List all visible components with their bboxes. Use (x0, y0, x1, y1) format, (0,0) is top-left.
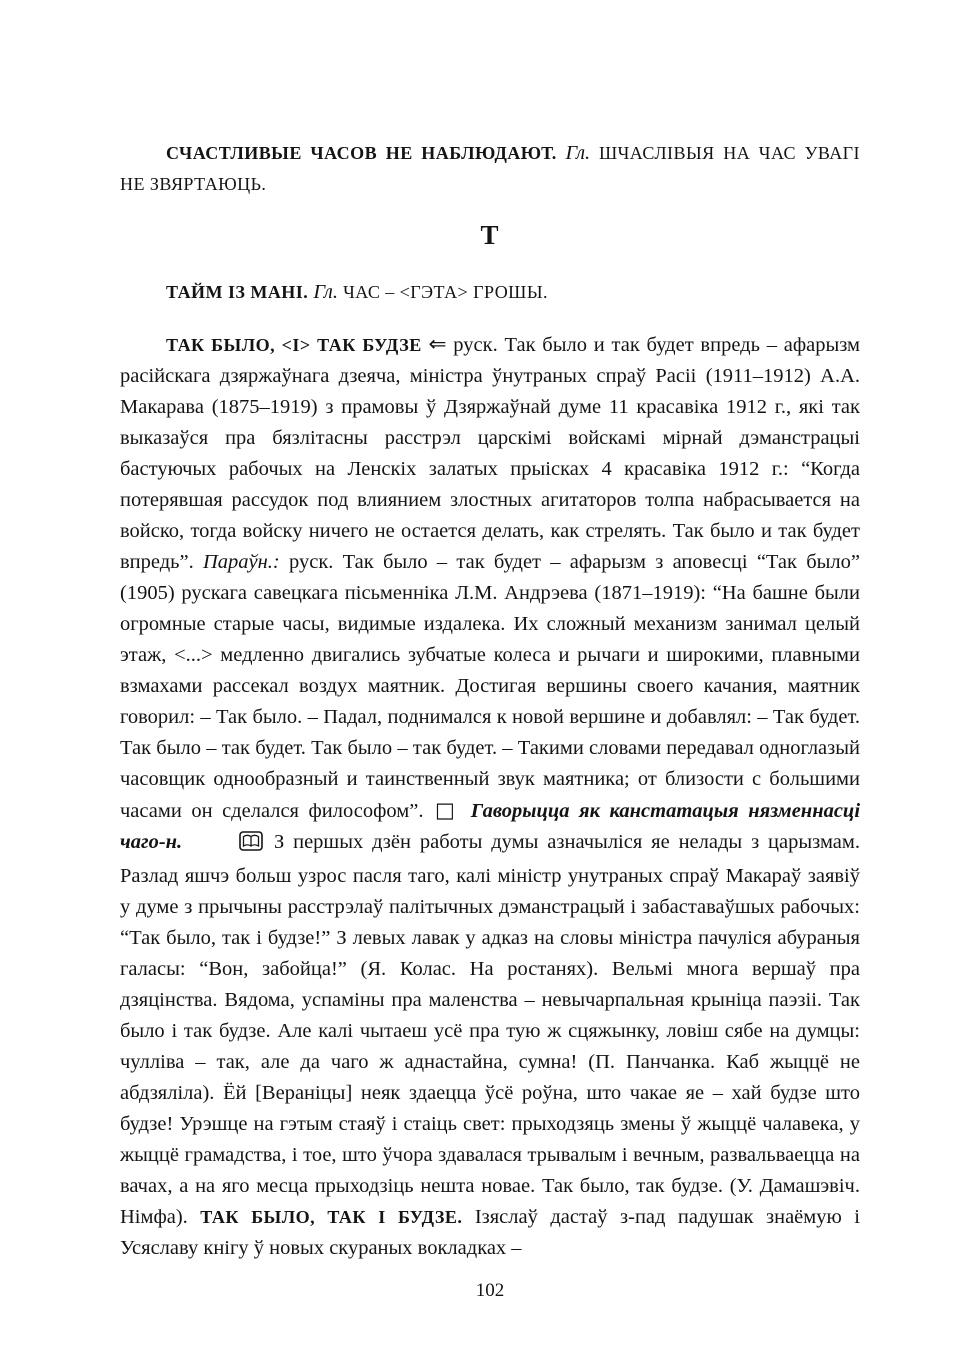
entry-headword: ТАК БЫЛО, <І> ТАК БУДЗЕ (166, 335, 422, 355)
crossref-taim-iz-mani (120, 277, 860, 308)
section-letter-t: Т (480, 220, 500, 250)
compare-label: Параўн.: (202, 551, 280, 573)
entry-citations-text: З першых дзён работы думы азначыліся яе нелады з царызмам. Разлад яшчэ больш узрос пасля таго, калі міністр унутраных спраў Макараў заявіў у думе з прычыны расстрэлаў палітычных дэманстрацый і забаставаўшых рабочых: “Так было, так і будзе!” З левых лавак у адказ на словы міністра пачуліся абураныя галасы: “Вон, забойца!” (Я. Колас. На ростанях). Вельмі многа вершаў пра дзяцінства. Вядома, успаміны пра маленства – невычарпальная крыніца паэзіі. Так было і так будзе. Але калі чытаеш усё пра тую ж сцяжынку, ловіш сябе на думцы: чулліва – так, але да чаго ж аднастайна, сумна! (П. Панчанка. Каб жыццё не абдзяліла). Ёй [Вераніцы] неяк здаецца ўсё роўна, што чакае яе – хай будзе што будзе! Урэшце на гэтым стаяў і стаіць свет: прыходзяць змены ў жыццё чалавека, у жыццё грамадства, і тое, што ўчора здавалася трывалым і вечным, развальваецца на вачах, а на яго месца прыходзіць нешта новае. Так было, так будзе. (У. Дамашэвіч. Німфа). (120, 831, 860, 1228)
usage-note: Гаворыцца як канстатацыя нязменнасці чаго-н. (120, 800, 861, 853)
compare-text: руск. Так было – так будет – афарызм з аповесці “Так было” (1905) рускага савецкага пісьменніка Л.М. Андрэева (1871–1919): “На башне были огромные старые часы, видимые издалека. Их сложный механизм занимал целый этаж, <...> медленно двигались зубчатые колеса и рычаги и широкими, плавными взмахами рассекал воздух маятник. Достигая вершины своего качания, маятник говорил: – Так было. – Падал, поднимался к новой вершине и добавлял: – Так будет. Так было – так будет. Так было – так будет. – Такими словами передавал одноглазый часовщик однообразный и таинственный звук маятника; от близости с большими часами он сделался философом”. (120, 551, 861, 822)
see-also-label: Гл. (313, 281, 338, 303)
origin-arrow-icon: ⇐ (428, 332, 447, 357)
crossref-schastlivye-chasov (120, 138, 860, 200)
see-also-label: Гл. (565, 142, 591, 164)
page-number: 102 (475, 1280, 505, 1301)
crossref-target: ШЧАСЛІВЫЯ НА ЧАС УВАГІ НЕ ЗВЯРТАЮЦЬ. (120, 143, 861, 194)
white-square-icon: □ (435, 798, 460, 822)
dictionary-entry-tak-bylo (120, 329, 860, 1264)
entry-variant-text: Ізяслаў дастаў з-пад падушак знаёмую і Усяславу кнігу ў новых скураных вокладках – (120, 1206, 860, 1259)
crossref-headword: ТАЙМ ІЗ МАНІ. (166, 282, 309, 302)
crossref-headword: СЧАСТЛИВЫЕ ЧАСОВ НЕ НАБЛЮДАЮТ. (166, 143, 557, 163)
entry-etymology-text: руск. Так было и так будет впредь – афарызм расійскага дзяржаўнага дзеяча, міністра ўнутраных спраў Расіі (1911–1912) А.А. Макарава (1875–1919) з прамовы ў Дзяржаўнай думе 11 красавіка 1912 г., які так выказаўся пра бязлітасны расстрэл царскімі войскамі мірнай дэманстрацыі бастуючых рабочых на Ленскіх залатых прыісках 4 красавіка 1912 г.: “Когда потерявшая рассудок под влиянием злостных агитаторов толпа набрасывается на войско, тогда войску ничего не остается делать, как стрелять. Так было и так будет впредь”. (120, 334, 861, 573)
crossref-target: ЧАС – <ГЭТА> ГРОШЫ. (343, 282, 548, 302)
open-book-icon (191, 830, 265, 861)
entry-variant-headword: ТАК БЫЛО, ТАК І БУДЗЕ. (200, 1207, 463, 1227)
